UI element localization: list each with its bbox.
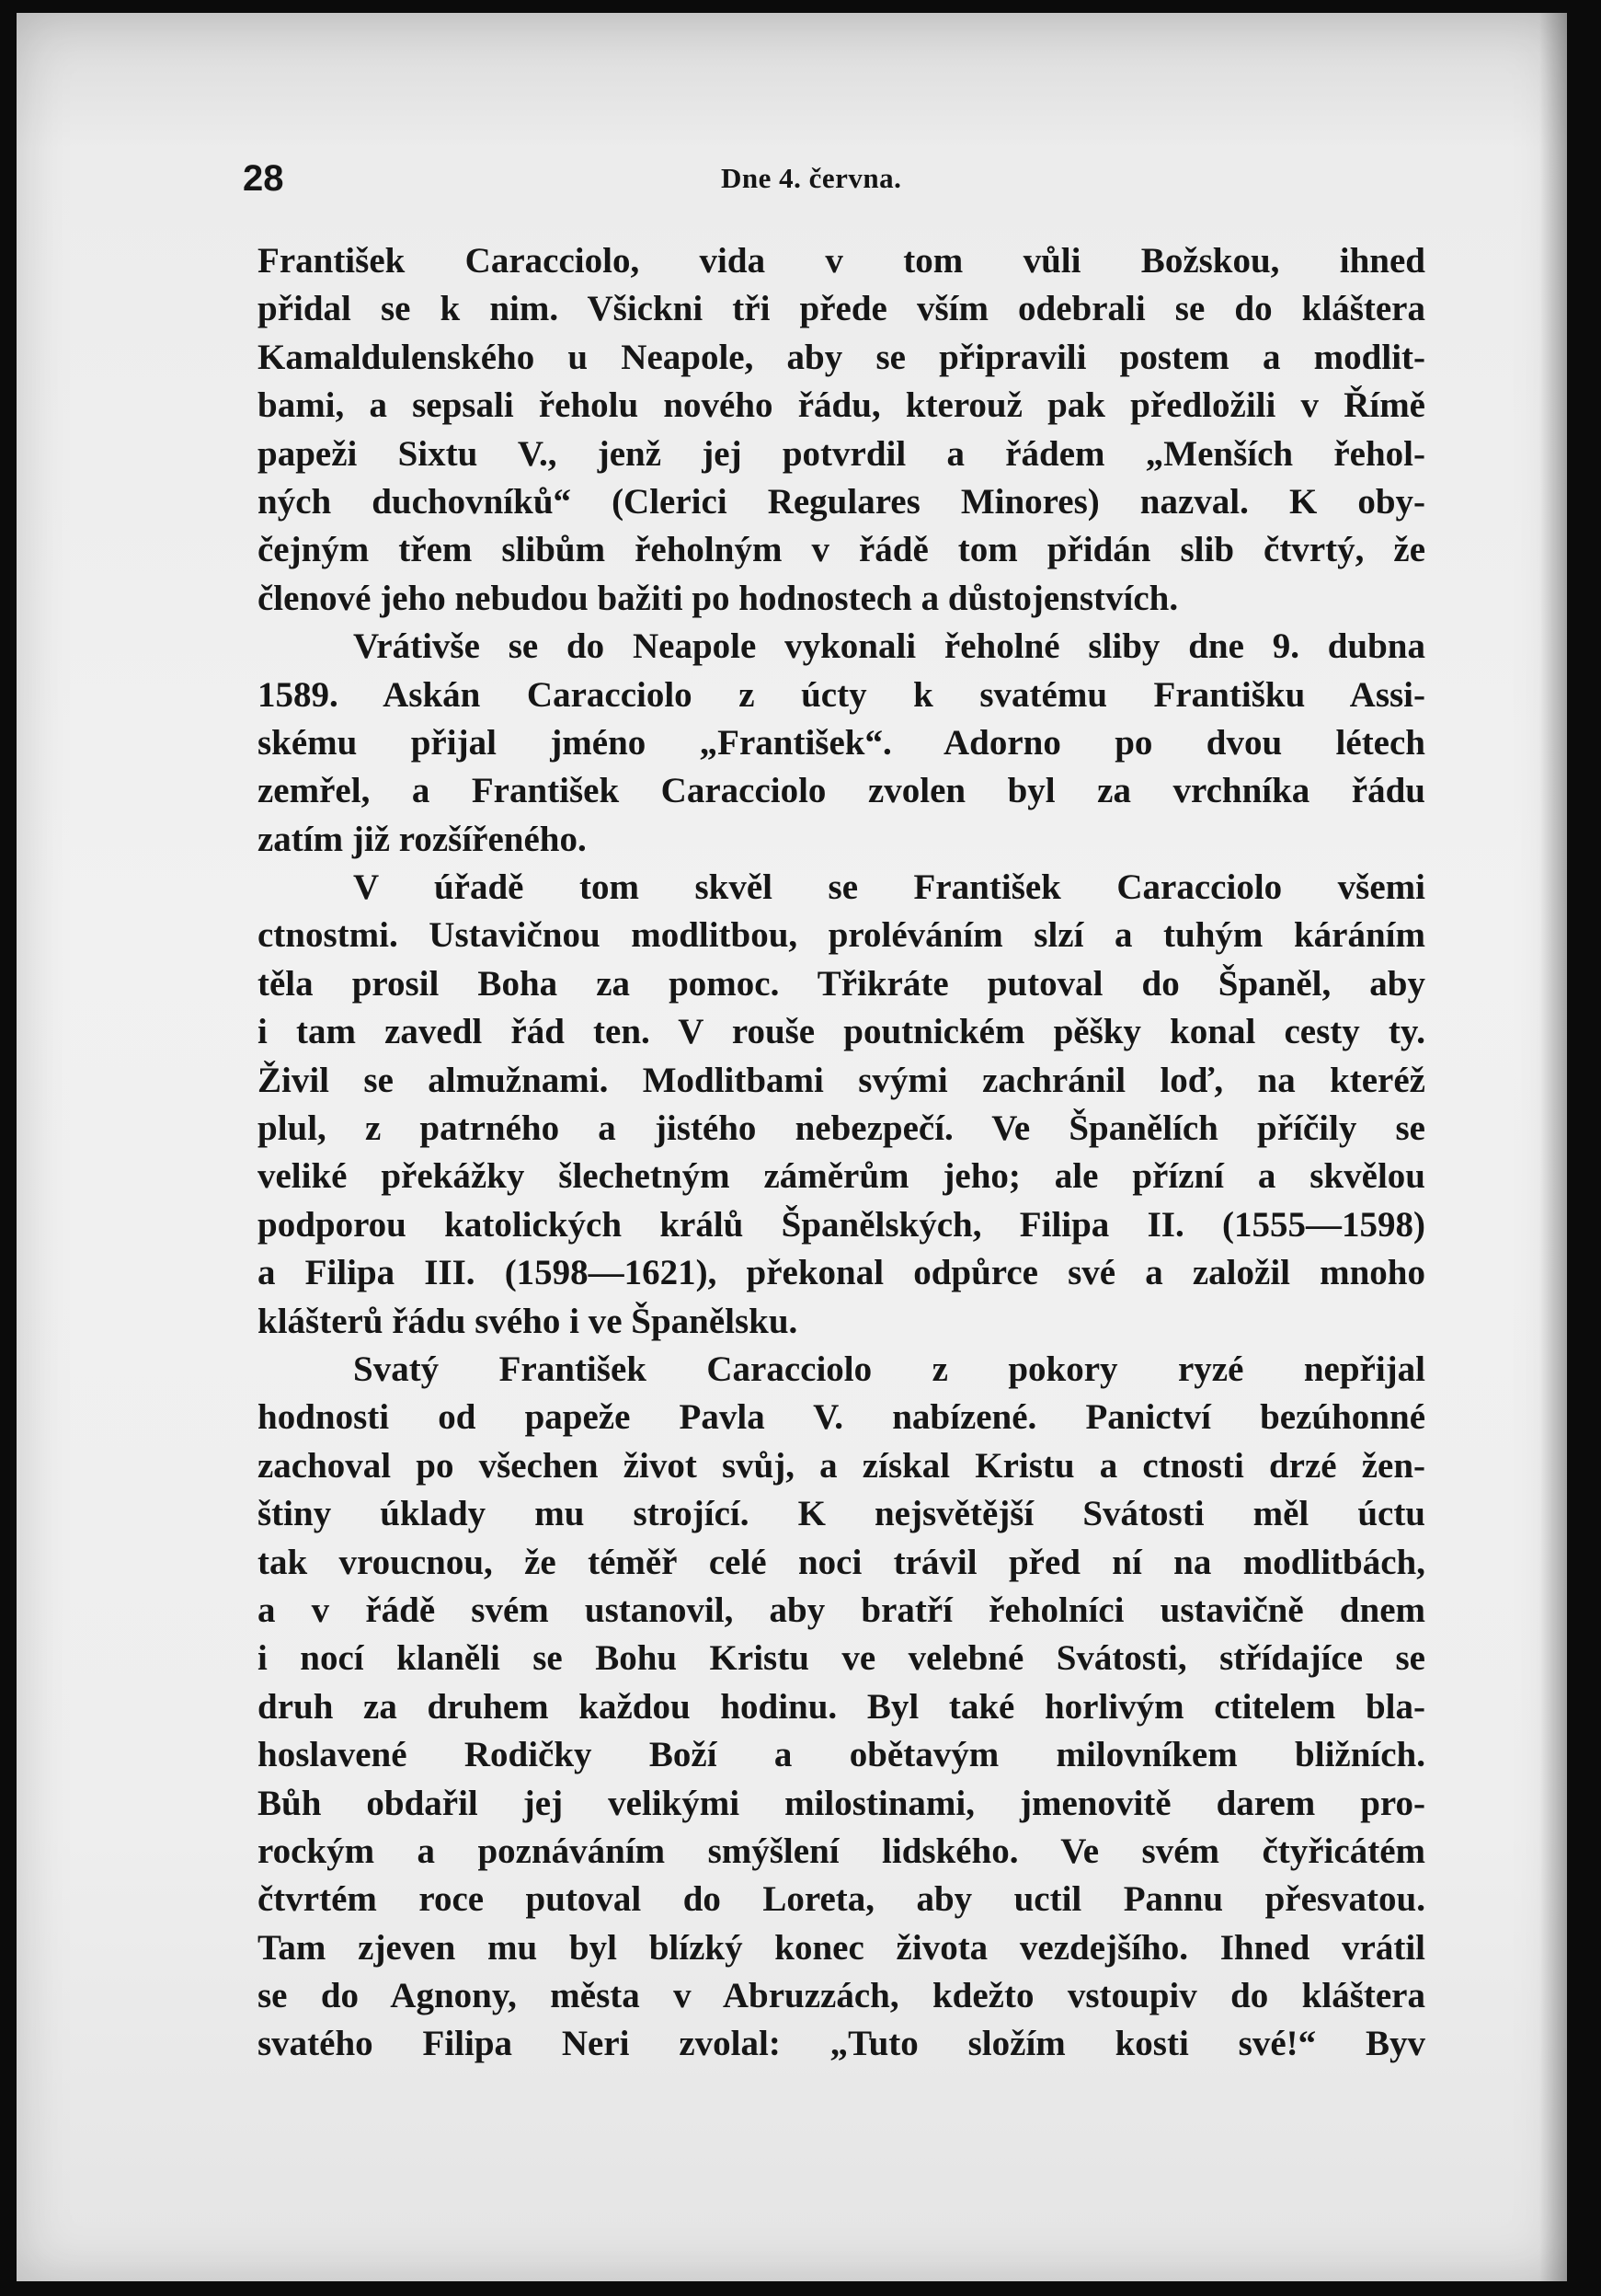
text-line: se do Agnony, města v Abruzzách, kdežto vstoupiv do kláštera — [257, 1976, 1425, 2016]
text-line: Bůh obdařil jej velikými milostinami, jmenovitě darem pro- — [257, 1783, 1425, 1823]
text-line: plul, z patrného a jistého nebezpečí. Ve Španělích příčily se — [257, 1108, 1425, 1149]
text-line: těla prosil Boha za pomoc. Třikráte putoval do Španěl, aby — [257, 963, 1425, 1004]
page-header — [243, 158, 969, 213]
text-line: ných duchovníků“ (Clerici Regulares Minores) nazval. K oby- — [257, 481, 1425, 522]
text-line: i nocí klaněli se Bohu Kristu ve velebné Svátosti, střídajíce se — [257, 1638, 1425, 1679]
text-line: hoslavené Rodičky Boží a obětavým milovníkem bližních. — [257, 1735, 1425, 1775]
text-line: druh za druhem každou hodinu. Byl také horlivým ctitelem bla- — [257, 1686, 1425, 1727]
page-number: 28 — [243, 158, 284, 199]
text-line: čtvrtém roce putoval do Loreta, aby uctil Pannu přesvatou. — [257, 1879, 1425, 1920]
text-line: zachoval po všechen život svůj, a získal Kristu a ctnosti drzé žen- — [257, 1445, 1425, 1486]
text-line: tak vroucnou, že téměř celé noci trávil před ní na modlitbách, — [257, 1542, 1425, 1582]
text-line: zatím již rozšířeného. — [257, 819, 587, 859]
text-line: veliké překážky šlechetným záměrům jeho; ale přízní a skvělou — [257, 1156, 1425, 1197]
text-line: přidal se k nim. Všickni tři přede vším odebrali se do kláštera — [257, 289, 1425, 329]
text-line: 1589. Askán Caracciolo z úcty k svatému Františku Assi- — [257, 674, 1425, 715]
text-line: Kamaldulenského u Neapole, aby se připravili postem a modlit- — [257, 337, 1425, 377]
paragraph-start-line: Vrátivše se do Neapole vykonali řeholné sliby dne 9. dubna — [353, 626, 1425, 667]
text-line: i tam zavedl řád ten. V rouše poutnickém pěšky konal cesty ty. — [257, 1012, 1425, 1052]
text-line: hodnosti od papeže Pavla V. nabízené. Panictví bezúhonné — [257, 1397, 1425, 1438]
running-head: Dne 4. června. — [721, 162, 902, 194]
text-line: štiny úklady mu strojící. K nejsvětější Svátosti měl úctu — [257, 1494, 1425, 1534]
text-line: František Caracciolo, vida v tom vůli Božskou, ihned — [257, 241, 1425, 281]
text-line: svatého Filipa Neri zvolal: „Tuto složím kosti své!“ Byv — [257, 2024, 1425, 2064]
text-line: bami, a sepsali řeholu nového řádu, kterouž pak předložili v Římě — [257, 385, 1425, 426]
text-line: Živil se almužnami. Modlitbami svými zachránil loď, na kteréž — [257, 1060, 1425, 1100]
text-line: klášterů řádu svého i ve Španělsku. — [257, 1301, 798, 1341]
text-line: podporou katolických králů Španělských, Filipa II. (1555—1598) — [257, 1204, 1425, 1245]
binding-shadow — [1539, 13, 1567, 2281]
text-line: papeži Sixtu V., jenž jej potvrdil a řádem „Menších řehol- — [257, 433, 1425, 474]
body-text — [257, 237, 1425, 2069]
paragraph-start-line: V úřadě tom skvěl se František Caracciolo všemi — [353, 867, 1425, 908]
text-line: rockým a poznáváním smýšlení lidského. Ve svém čtyřicátém — [257, 1831, 1425, 1871]
text-line: a v řádě svém ustanovil, aby bratří řeholníci ustavičně dnem — [257, 1590, 1425, 1630]
text-line: členové jeho nebudou bažiti po hodnostech a důstojenstvích. — [257, 578, 1179, 618]
text-line: ctnostmi. Ustavičnou modlitbou, proléváním slzí a tuhým káráním — [257, 915, 1425, 956]
text-line: skému přijal jméno „František“. Adorno po dvou létech — [257, 722, 1425, 763]
text-line: čejným třem slibům řeholným v řádě tom přidán slib čtvrtý, že — [257, 530, 1425, 570]
text-line: Tam zjeven mu byl blízký konec života vezdejšího. Ihned vrátil — [257, 1927, 1425, 1968]
paragraph-start-line: Svatý František Caracciolo z pokory ryzé nepřijal — [353, 1349, 1425, 1389]
text-line: a Filipa III. (1598—1621), překonal odpůrce své a založil mnoho — [257, 1253, 1425, 1293]
scanned-page — [17, 13, 1567, 2281]
text-line: zemřel, a František Caracciolo zvolen byl za vrchníka řádu — [257, 771, 1425, 811]
